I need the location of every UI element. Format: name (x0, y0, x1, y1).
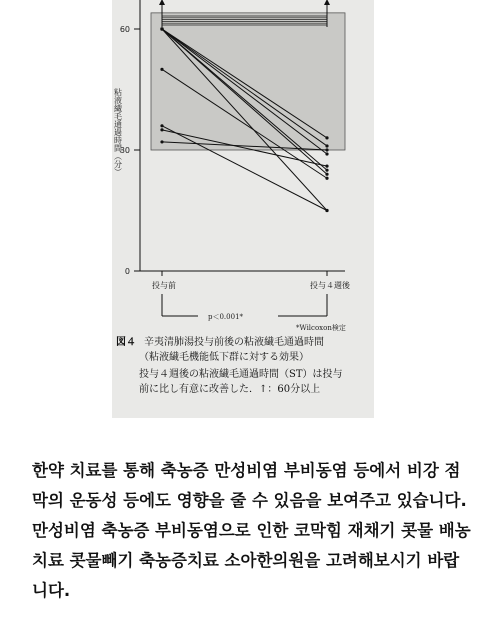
y-tick-label: 0 (124, 267, 130, 276)
data-point (160, 68, 163, 71)
data-point (325, 209, 328, 212)
data-point (325, 144, 328, 147)
test-note: *Wilcoxon検定 (296, 324, 346, 332)
p-value-bracket (162, 294, 327, 316)
data-point (325, 173, 328, 176)
caption-line-2: （粘液繊毛機能低下群に対する効果） (139, 352, 309, 363)
data-point (325, 152, 328, 155)
data-point (325, 169, 328, 172)
data-point (160, 27, 163, 30)
caption-line-3: 投与４週後の粘液繊毛通過時間（ST）は投与 (139, 369, 343, 380)
y-tick-label: 60 (119, 25, 130, 34)
data-point (325, 148, 328, 151)
x-tick-label-after: 投与４週後 (310, 281, 350, 290)
caption-line-1: 辛夷清肺湯投与前後の粘液繊毛通過時間 (144, 337, 324, 348)
y-tick-label: 30 (119, 146, 130, 155)
y-axis-label: 粘液繊毛通過時間（分） (113, 88, 123, 176)
body-paragraph: 한약 치료를 통해 축농증 만성비염 부비동염 등에서 비강 점막의 운동성 등에도 영향을 줄 수 있음을 보여주고 있습니다. 만성비염 축농증 부비동염으로 인한 코막힘 재채기 콧물 배농치료 콧물빼기 축농증치료 소아한의원을 고려해보시기 바랍니다. (32, 461, 471, 600)
data-point (325, 177, 328, 180)
data-point (160, 128, 163, 131)
data-point (325, 136, 328, 139)
p-value-label: p＜0.001* (208, 313, 244, 321)
caption-line-4: 前に比し有意に改善した．↑：60分以上 (139, 384, 321, 395)
caption-figure-label: 図４ (116, 337, 136, 348)
data-point (325, 165, 328, 168)
data-point (160, 124, 163, 127)
data-point (160, 140, 163, 143)
x-tick-label-before: 投与前 (152, 281, 176, 290)
